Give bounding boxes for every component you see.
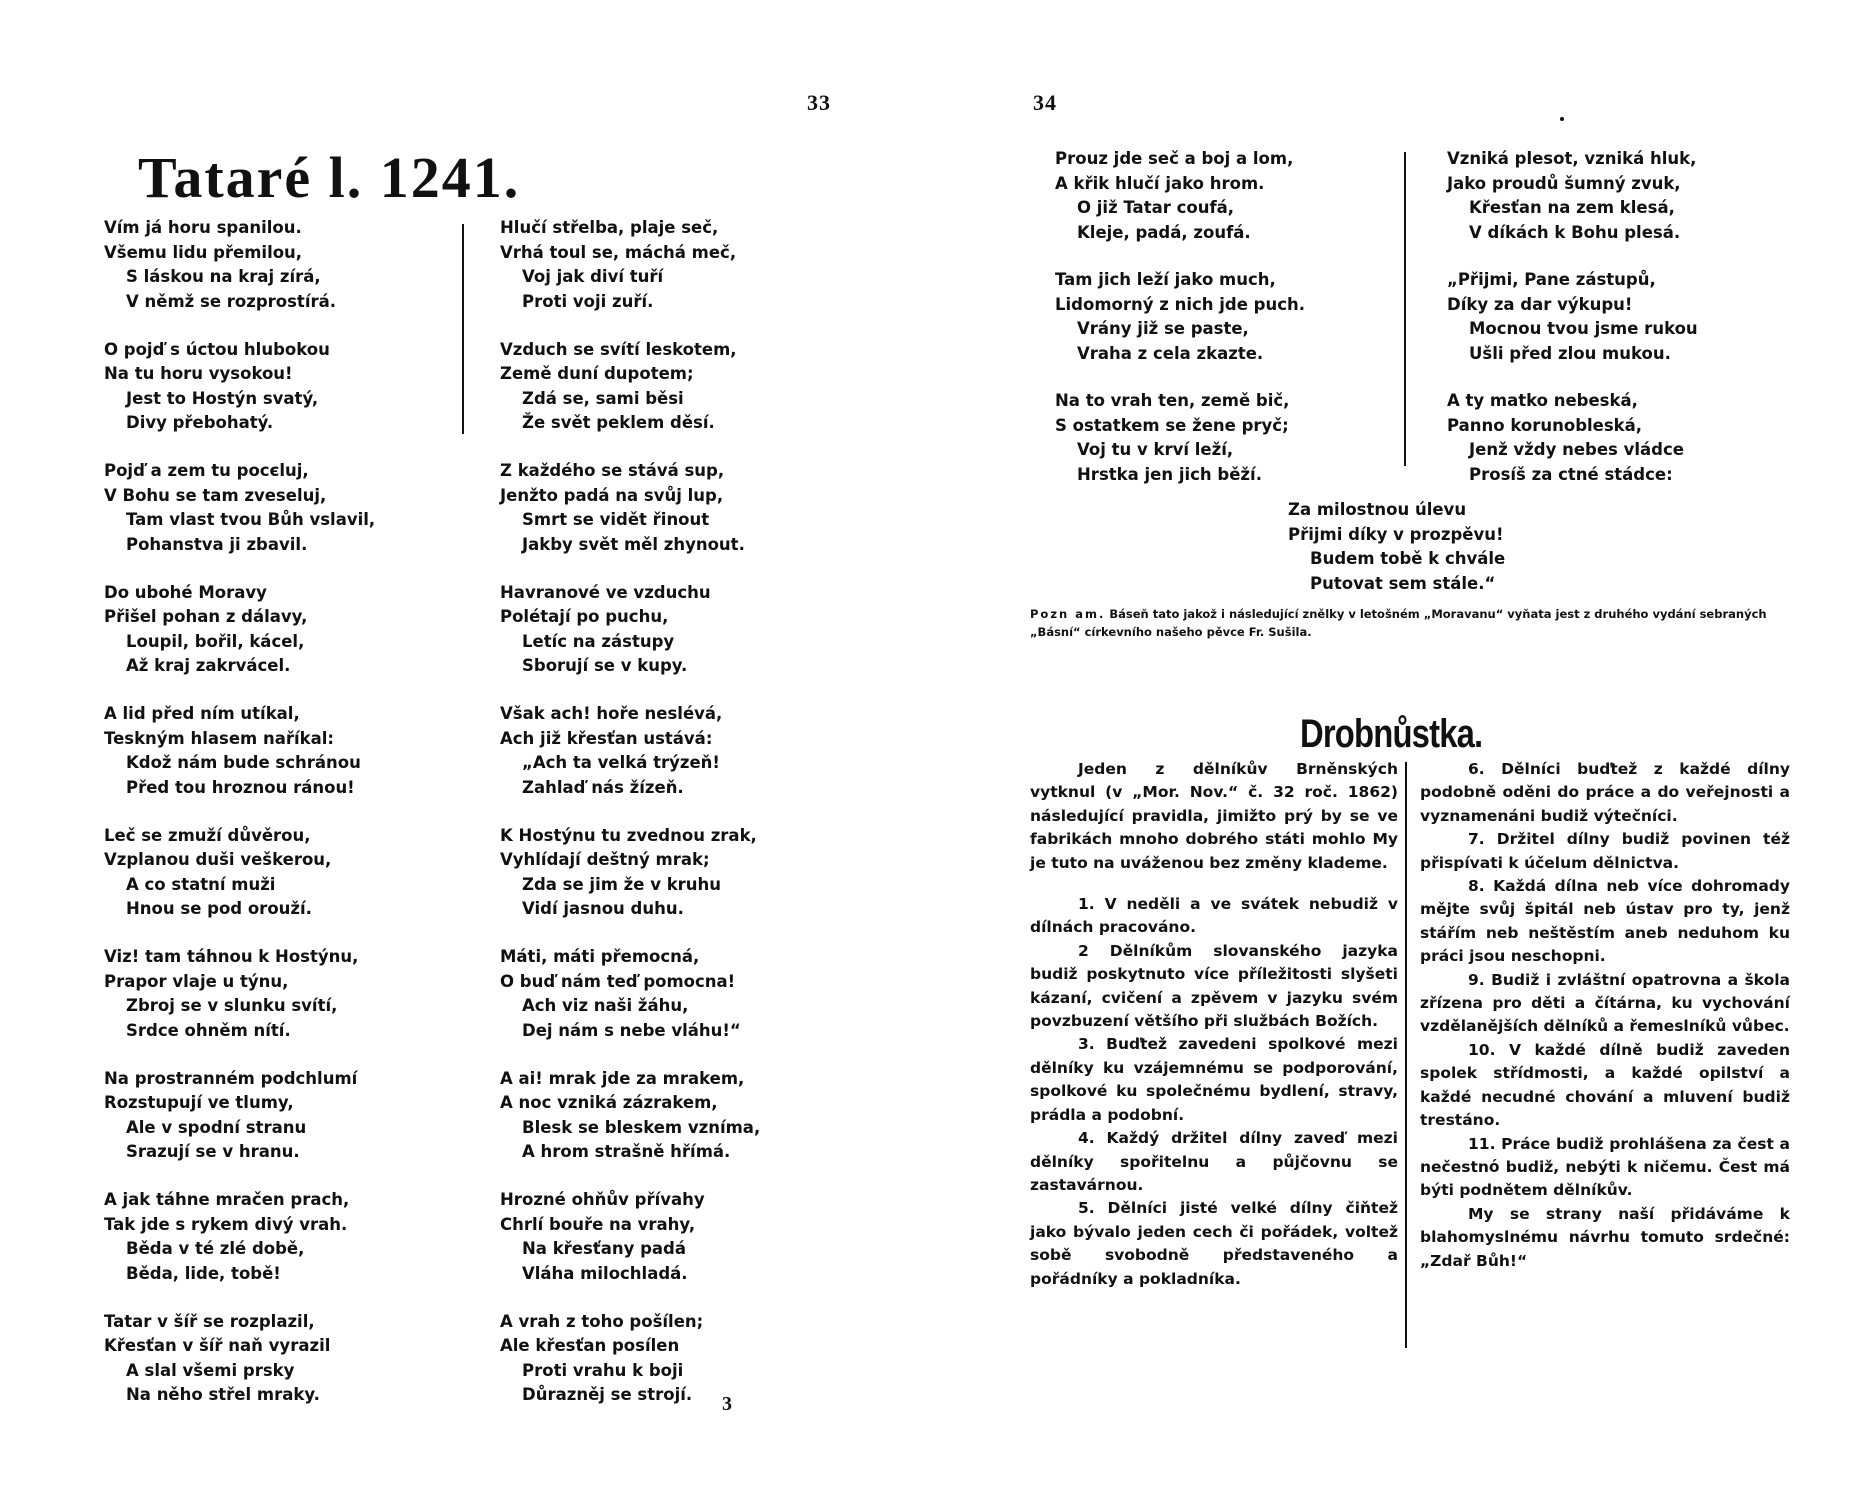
verse-line: V němž se rozprostírá. (126, 291, 337, 311)
prose-column-2 (1420, 758, 1790, 1273)
stanza (1447, 147, 1777, 245)
verse-line: Hrozné ohňův přívahy (500, 1190, 705, 1209)
paragraph: 6. Dělníci buďtež z každé dílny podobně oděni do práce a do veřejnosti a vyznamenáni budiž výtečníci. (1420, 760, 1790, 825)
verse-line: Na tu horu vysokou! (104, 364, 293, 383)
paragraph: 1. V neděli a ve svátek nebudiž v dílnách pracováno. (1030, 895, 1398, 937)
verse-line: A jak táhne mračen prach, (104, 1190, 350, 1209)
verse-line: Smrt se vidět řinout (522, 510, 710, 529)
verse-line: Zdá se, sami běsi (522, 388, 684, 408)
paragraph: 2 Dělníkům slovanského jazyka budiž poskytnuto více příležitosti slyšeti kázaní, cvičení a zpěvem v jazyku svém povzbuzení většího při službách Božích. (1030, 941, 1398, 1031)
poem-column-2 (500, 216, 840, 1408)
verse-line: A vrah z toho pošílen; (500, 1311, 704, 1331)
footnote-text: Báseň tato jakož i následující znělky v letošném „Moravanu“ vyňata jest z druhého vydání sebraných „Básní“ církevního našeho pěvce Fr. Sušila. (1030, 607, 1767, 639)
verse-line: Viz! tam táhnou k Hostýnu, (104, 947, 359, 966)
verse-line: Z každého se stává sup, (500, 461, 725, 480)
verse-line: Divy přebohatý. (126, 413, 274, 432)
stanza (1055, 389, 1385, 487)
verse-line: Lidomorný z nich jde puch. (1055, 294, 1306, 314)
verse-line: Panno korunobleská, (1447, 415, 1643, 435)
verse-line: Letíc na zástupy (522, 631, 675, 651)
verse-line: A noc vzniká zázrakem, (500, 1093, 718, 1112)
column-rule (462, 224, 464, 434)
verse-line: Kdož nám bude schránou (126, 753, 361, 772)
verse-line: Máti, máti přemocná, (500, 947, 700, 966)
verse-line: Ušli před zlou mukou. (1469, 343, 1671, 363)
verse-line: Přišel pohan z dálavy, (104, 607, 308, 626)
column-rule (1405, 762, 1407, 1348)
verse-line: Sborují se v kupy. (522, 656, 688, 675)
verse-line: A hrom strašně hřímá. (522, 1142, 731, 1161)
verse-line: Ach viz naši žáhu, (522, 996, 689, 1015)
stanza (500, 338, 840, 436)
verse-line: Běda v té zlé době, (126, 1239, 305, 1258)
verse-line: O pojď s úctou hlubokou (104, 339, 330, 359)
verse-line: Prapor vlaje u týnu, (104, 971, 289, 991)
stanza (104, 1310, 444, 1408)
stanza (104, 459, 444, 557)
verse-line: Před tou hroznou ránou! (126, 777, 355, 797)
stanza (500, 702, 840, 800)
verse-line: Rozstupují ve tlumy, (104, 1093, 294, 1112)
verse-line: Zda se jim že v kruhu (522, 874, 722, 894)
verse-line: Na to vrah ten, země bič, (1055, 391, 1290, 410)
verse-line: Hrstka jen jich běží. (1077, 464, 1262, 484)
verse-line: K Hostýnu tu zvednou zrak, (500, 825, 757, 845)
verse-line: Srazují se v hranu. (126, 1142, 300, 1161)
verse-line: Tam vlast tvou Bůh vslavil, (126, 510, 376, 529)
paragraph: 4. Každý držitel dílny zaveď mezi dělníky spořitelnu a půjčovnu se zastavárnou. (1030, 1129, 1398, 1194)
verse-line: Tak jde s rykem divý vrah. (104, 1214, 348, 1234)
verse-line: S láskou na kraj zírá, (126, 267, 321, 286)
footnote (1030, 605, 1790, 641)
verse-line: O buď nám teď pomocna! (500, 971, 736, 991)
verse-line: A ty matko nebeská, (1447, 391, 1638, 410)
poem-column-3 (1055, 147, 1385, 487)
verse-line: Vzduch se svítí leskotem, (500, 339, 737, 359)
verse-line: Putovat sem stále.“ (1310, 573, 1496, 593)
verse-line: Havranové ve vzduchu (500, 582, 711, 602)
stanza (1055, 268, 1385, 366)
stanza (1288, 498, 1608, 596)
verse-line: Polétají po puchu, (500, 607, 669, 626)
verse-line: Ale v spodní stranu (126, 1117, 307, 1137)
verse-line: Proti vrahu k boji (522, 1360, 684, 1380)
verse-line: A lid před ním utíkal, (104, 704, 300, 723)
verse-line: Kleje, padá, zoufá. (1077, 222, 1251, 242)
verse-line: Srdce ohněm nítí. (126, 1020, 291, 1040)
verse-line: Důrazněj se strojí. (522, 1385, 693, 1404)
verse-line: Jest to Hostýn svatý, (126, 388, 319, 408)
section-heading: Drobnůstka. (1300, 712, 1483, 756)
verse-line: Vrhá toul se, máchá meč, (500, 242, 737, 262)
paragraph: 5. Dělníci jisté velké dílny čiňtež jako bývalo jeden cech či pořádek, voltež sobě svobodně představeného a pořádníky a pokladníka. (1030, 1199, 1398, 1288)
verse-line: Prosíš za ctné stádce: (1469, 464, 1673, 484)
verse-line: Hlučí střelba, plaje seč, (500, 218, 719, 237)
verse-line: Za milostnou úlevu (1288, 500, 1467, 519)
poem-column-4 (1447, 147, 1777, 487)
paragraph: 7. Držitel dílny budiž povinen též přispívati k účelum dělnictva. (1420, 830, 1790, 872)
column-rule (1404, 152, 1406, 466)
stanza (1447, 389, 1777, 487)
verse-line: Vzplanou duši veškerou, (104, 850, 332, 869)
verse-line: Hnou se pod orouží. (126, 899, 312, 918)
verse-line: Země duní dupotem; (500, 364, 694, 383)
stanza (1447, 268, 1777, 366)
paragraph: 9. Budiž i zvláštní opatrovna a škola zřízena pro děti a čítárna, ku vychování vzdělanějších dělníků a řemeslníků vůbec. (1420, 970, 1790, 1036)
verse-line: Běda, lide, tobě! (126, 1263, 281, 1283)
verse-line: Budem tobě k chvále (1310, 549, 1506, 568)
paragraph: 8. Každá dílna neb více dohromady mějte svůj špitál neb ústav pro ty, jenž stářím neb neštěstím aneb neduhom ku práci jsou neschopni. (1420, 877, 1790, 966)
verse-line: Dej nám s nebe vláhu!“ (522, 1020, 741, 1040)
verse-line: Jenž vždy nebes vládce (1469, 440, 1684, 459)
stanza (500, 945, 840, 1043)
poem-title: Tataré l. 1241. (138, 145, 521, 210)
verse-line: Voj tu v krví leží, (1077, 440, 1234, 459)
stanza (500, 1188, 840, 1286)
speck (1560, 117, 1564, 121)
verse-line: „Přijmi, Pane zástupů, (1447, 270, 1656, 289)
stanza (500, 824, 840, 922)
verse-line: Ach již křesťan ustává: (500, 728, 713, 748)
verse-line: A ai! mrak jde za mrakem, (500, 1068, 745, 1088)
poem-closing-stanza (1288, 498, 1608, 596)
verse-line: Všemu lidu přemilou, (104, 242, 303, 262)
paragraph: Jeden z dělníkův Brněnských vytknul (v „Mor. Nov.“ č. 32 roč. 1862) následující pravidla, jimižto prý by se ve fabrikách mnoho dobrého státi mohlo My je tuto na uváženou bez změny klademe. (1030, 760, 1398, 872)
verse-line: Vidí jasnou duhu. (522, 899, 684, 918)
stanza (104, 945, 444, 1043)
verse-line: Na křesťany padá (522, 1239, 686, 1258)
verse-line: Chrlí bouře na vrahy, (500, 1214, 696, 1234)
verse-line: Jako proudů šumný zvuk, (1447, 173, 1681, 193)
verse-line: Voj jak diví tuří (522, 267, 664, 286)
verse-line: Zbroj se v slunku svítí, (126, 996, 338, 1015)
verse-line: „Ach ta velká trýzeň! (522, 753, 720, 772)
poem-column-1 (104, 216, 444, 1408)
page-number-left: 33 (807, 90, 831, 115)
verse-line: Proti voji zuří. (522, 291, 654, 311)
stanza (104, 581, 444, 679)
page-number-right: 34 (1033, 90, 1057, 115)
prose-column-1 (1030, 758, 1398, 1291)
verse-line: Že svět peklem děsí. (522, 413, 715, 432)
stanza (500, 1067, 840, 1165)
stanza (500, 216, 840, 314)
verse-line: Až kraj zakrvácel. (126, 656, 291, 675)
footnote-label: Pozn am. (1030, 607, 1106, 621)
verse-line: Přijmi díky v prozpěvu! (1288, 524, 1504, 544)
verse-line: Pohanstva ji zbavil. (126, 534, 308, 554)
stanza (1055, 147, 1385, 245)
verse-line: Na prostranném podchlumí (104, 1068, 358, 1088)
stanza (500, 1310, 840, 1408)
verse-line: Však ach! hoře neslévá, (500, 704, 723, 723)
verse-line: Prouz jde seč a boj a lom, (1055, 149, 1294, 168)
verse-line: V Bohu se tam zveseluj, (104, 485, 327, 505)
verse-line: A křik hlučí jako hrom. (1055, 173, 1265, 193)
stanza (104, 702, 444, 800)
verse-line: Tam jich leží jako much, (1055, 270, 1276, 289)
verse-line: A co statní muži (126, 874, 276, 894)
verse-line: Křesťan na zem klesá, (1469, 198, 1675, 217)
verse-line: Mocnou tvou jsme rukou (1469, 319, 1698, 338)
verse-line: Vyhlídají deštný mrak; (500, 850, 710, 869)
paragraph-gap (1030, 875, 1398, 893)
verse-line: Vraha z cela zkazte. (1077, 343, 1264, 363)
verse-line: Teskným hlasem naříkal: (104, 728, 335, 748)
verse-line: Díky za dar výkupu! (1447, 294, 1633, 314)
verse-line: Vzniká plesot, vzniká hluk, (1447, 149, 1697, 168)
verse-line: Blesk se bleskem vzníma, (522, 1117, 761, 1137)
verse-line: Loupil, bořil, kácel, (126, 631, 305, 651)
verse-line: Zahlaď nás žízeň. (522, 777, 684, 797)
stanza (104, 338, 444, 436)
stanza (104, 1188, 444, 1286)
stanza (104, 216, 444, 314)
verse-line: Vrány již se paste, (1077, 319, 1249, 338)
verse-line: Na něho střel mraky. (126, 1385, 320, 1404)
verse-line: V díkách k Bohu plesá. (1469, 222, 1681, 242)
verse-line: Jakby svět měl zhynout. (522, 534, 745, 554)
paragraph: My se strany naší přidáváme k blahomyslnému návrhu tomuto srdečné: „Zdař Bůh!“ (1420, 1204, 1790, 1270)
footer-number: 3 (722, 1393, 733, 1415)
verse-line: Tatar v šíř se rozplazil, (104, 1311, 315, 1331)
verse-line: Leč se zmuží důvěrou, (104, 825, 311, 845)
verse-line: Do ubohé Moravy (104, 582, 267, 602)
verse-line: Pojď a zem tu pocєluj, (104, 461, 309, 480)
stanza (500, 581, 840, 679)
paragraph: 11. Práce budiž prohlášena za čest a nečestnό budiž, nebýti k ničemu. Čest má býti podnětem dělníkův. (1420, 1134, 1790, 1200)
paragraph: 10. V každé dílně budiž zaveden spolek střídmosti, a každé opilství a každé necudné chování a mluvení budiž trestáno. (1420, 1040, 1790, 1130)
verse-line: O již Tatar coufá, (1077, 198, 1235, 217)
verse-line: Jenžto padá na svůj lup, (500, 485, 724, 505)
verse-line: A slal všemi prsky (126, 1360, 295, 1380)
verse-line: Ale křesťan posílen (500, 1336, 680, 1355)
paragraph: 3. Buďtež zavedeni spolkové mezi dělníky ku vzájemnému se podporování, spolkové ku společnému bydlení, stravy, prádla a podobní. (1030, 1035, 1398, 1124)
verse-line: Křesťan v šíř naň vyrazil (104, 1336, 331, 1355)
stanza (500, 459, 840, 557)
stanza (104, 824, 444, 922)
stanza (104, 1067, 444, 1165)
verse-line: Vláha milochladá. (522, 1263, 688, 1283)
verse-line: Vím já horu spanilou. (104, 218, 302, 237)
verse-line: S ostatkem se žene pryč; (1055, 415, 1289, 435)
